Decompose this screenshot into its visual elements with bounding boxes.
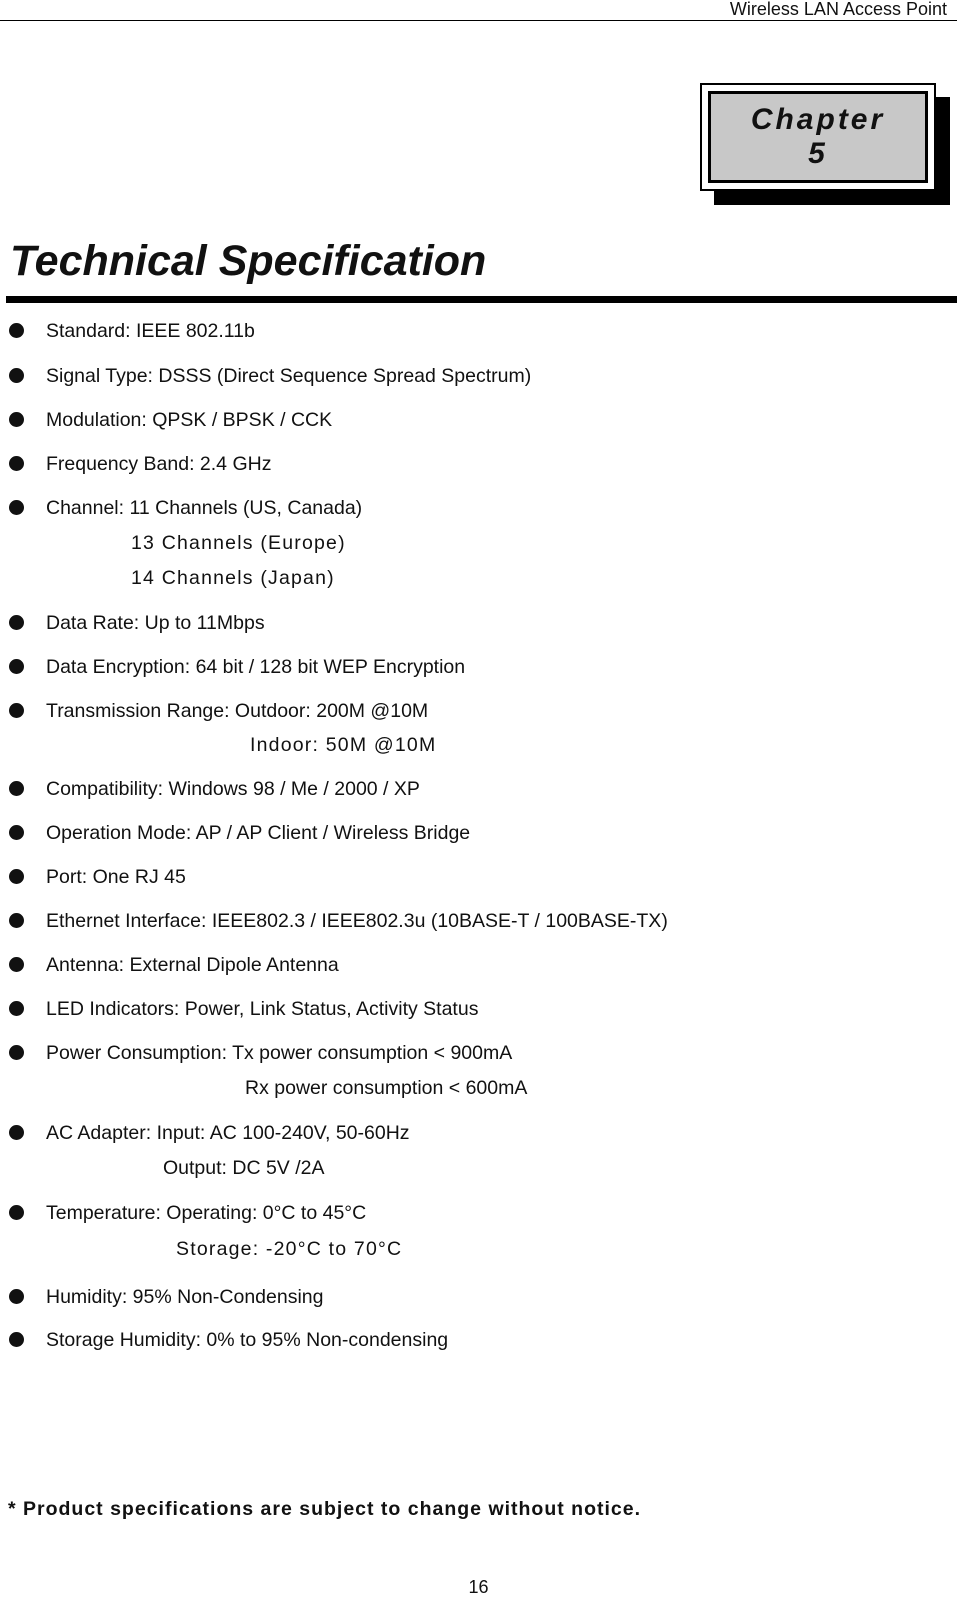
spec-text: Operation Mode: AP / AP Client / Wireless Bridge	[46, 822, 471, 844]
spec-text: AC Adapter: Input: AC 100-240V, 50-60Hz	[46, 1122, 410, 1144]
spec-text: Channel: 11 Channels (US, Canada)	[46, 497, 363, 519]
spec-continuation: Rx power consumption < 600mA	[245, 1077, 528, 1099]
bullet-icon	[9, 1289, 24, 1304]
bullet-icon	[9, 781, 24, 796]
bullet-icon	[9, 615, 24, 630]
bullet-icon	[9, 869, 24, 884]
spec-text: Signal Type: DSSS (Direct Sequence Spread Spectrum)	[46, 365, 532, 387]
bullet-icon	[9, 1001, 24, 1016]
bullet-icon	[9, 412, 24, 427]
spec-continuation: Indoor: 50M @10M	[250, 734, 437, 756]
chapter-box	[700, 83, 936, 191]
spec-text: Humidity: 95% Non-Condensing	[46, 1286, 324, 1308]
spec-text: Port: One RJ 45	[46, 866, 186, 888]
page-title: Technical Specification	[10, 237, 487, 285]
title-rule	[6, 296, 957, 303]
spec-text: LED Indicators: Power, Link Status, Activity Status	[46, 998, 479, 1020]
bullet-icon	[9, 703, 24, 718]
spec-text: Power Consumption: Tx power consumption < 900mA	[46, 1042, 513, 1064]
spec-text: Storage Humidity: 0% to 95% Non-condensing	[46, 1329, 449, 1351]
bullet-icon	[9, 368, 24, 383]
bullet-icon	[9, 659, 24, 674]
spec-continuation: Storage: -20°C to 70°C	[176, 1238, 403, 1260]
chapter-number: 5	[808, 137, 828, 170]
bullet-icon	[9, 1045, 24, 1060]
spec-text: Modulation: QPSK / BPSK / CCK	[46, 409, 333, 431]
spec-continuation: Output: DC 5V /2A	[163, 1157, 325, 1179]
spec-text: Standard: IEEE 802.11b	[46, 320, 255, 342]
bullet-icon	[9, 323, 24, 338]
bullet-icon	[9, 1125, 24, 1140]
chapter-label: Chapter	[750, 103, 886, 136]
spec-text: Temperature: Operating: 0°C to 45°C	[46, 1202, 367, 1224]
bullet-icon	[9, 1332, 24, 1347]
chapter-box-inner	[708, 91, 928, 183]
bullet-icon	[9, 500, 24, 515]
bullet-icon	[9, 825, 24, 840]
spec-continuation: 13 Channels (Europe)	[131, 532, 346, 554]
running-header: Wireless LAN Access Point	[729, 0, 947, 19]
spec-text: Compatibility: Windows 98 / Me / 2000 / XP	[46, 778, 420, 800]
spec-text: Frequency Band: 2.4 GHz	[46, 453, 272, 475]
specification-notice: * Product specifications are subject to change without notice.	[8, 1498, 642, 1520]
header-rule	[0, 20, 957, 21]
spec-text: Antenna: External Dipole Antenna	[46, 954, 339, 976]
bullet-icon	[9, 913, 24, 928]
spec-text: Data Rate: Up to 11Mbps	[46, 612, 265, 634]
bullet-icon	[9, 456, 24, 471]
spec-text: Data Encryption: 64 bit / 128 bit WEP Encryption	[46, 656, 466, 678]
spec-text: Ethernet Interface: IEEE802.3 / IEEE802.3u (10BASE-T / 100BASE-TX)	[46, 910, 668, 932]
page-number: 16	[468, 1577, 489, 1597]
spec-text: Transmission Range: Outdoor: 200M @10M	[46, 700, 429, 722]
bullet-icon	[9, 957, 24, 972]
spec-continuation: 14 Channels (Japan)	[131, 567, 335, 589]
bullet-icon	[9, 1205, 24, 1220]
